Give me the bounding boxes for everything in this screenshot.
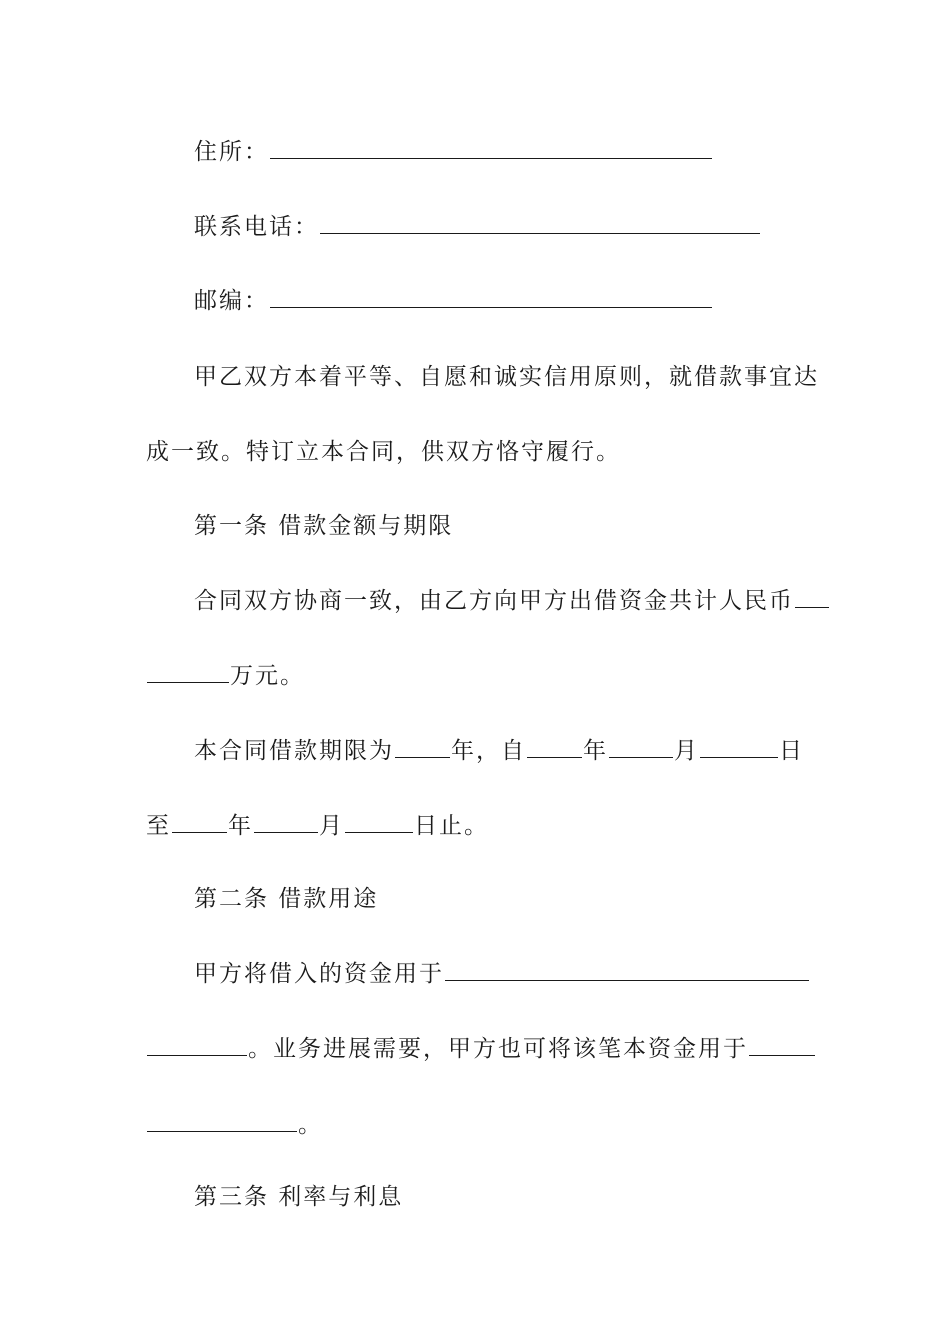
address-blank[interactable] <box>270 136 712 159</box>
postcode-line <box>194 281 808 321</box>
start-day-blank[interactable] <box>700 735 778 758</box>
term-year-from: 年，自 <box>451 738 526 764</box>
address-label: 住所： <box>194 139 269 165</box>
intro-line-2: 成一致。特订立本合同，供双方恪守履行。 <box>146 439 621 465</box>
amount-line-2 <box>146 656 808 696</box>
term-prefix: 本合同借款期限为 <box>194 738 394 764</box>
address-line <box>194 132 808 172</box>
amount-text: 合同双方协商一致，由乙方向甲方出借资金共计人民币 <box>194 588 794 614</box>
amount-blank-a[interactable] <box>795 585 829 608</box>
term-years-blank[interactable] <box>395 735 450 758</box>
start-month-label: 月 <box>674 738 699 764</box>
article2-heading: 第二条 借款用途 <box>194 886 379 912</box>
end-month-blank[interactable] <box>254 810 318 833</box>
term-line-1 <box>194 731 808 771</box>
amount-line-1 <box>194 581 808 621</box>
postcode-label: 邮编： <box>194 288 269 314</box>
use-text-1: 甲方将借入的资金用于 <box>194 961 444 987</box>
postcode-blank[interactable] <box>270 285 712 308</box>
end-day-label: 日止。 <box>414 813 489 839</box>
use-line-2 <box>146 1029 808 1069</box>
use-blank-c[interactable] <box>749 1033 815 1056</box>
use-end: 。 <box>298 1112 323 1138</box>
phone-blank[interactable] <box>320 211 760 234</box>
intro-line-1: 甲乙双方本着平等、自愿和诚实信用原则，就借款事宜达 <box>194 364 819 390</box>
amount-unit: 万元。 <box>230 663 305 689</box>
use-text-2: 。业务进展需要，甲方也可将该笔本资金用于 <box>248 1036 748 1062</box>
use-blank-d[interactable] <box>147 1109 297 1132</box>
start-year-blank[interactable] <box>527 735 582 758</box>
start-day-label: 日 <box>779 738 804 764</box>
use-line-3 <box>146 1105 808 1145</box>
phone-line <box>194 207 808 247</box>
phone-label: 联系电话： <box>194 214 319 240</box>
article1-heading: 第一条 借款金额与期限 <box>194 513 454 539</box>
use-blank-b[interactable] <box>147 1033 247 1056</box>
end-day-blank[interactable] <box>345 810 413 833</box>
end-year-label: 年 <box>228 813 253 839</box>
article3-heading: 第三条 利率与利息 <box>194 1184 404 1210</box>
start-year-label: 年 <box>583 738 608 764</box>
use-blank-a[interactable] <box>445 958 809 981</box>
term-line-2 <box>146 806 808 846</box>
end-year-blank[interactable] <box>172 810 227 833</box>
amount-blank-b[interactable] <box>147 660 229 683</box>
to-label: 至 <box>146 813 171 839</box>
start-month-blank[interactable] <box>609 735 673 758</box>
end-month-label: 月 <box>319 813 344 839</box>
use-line-1 <box>194 954 808 994</box>
